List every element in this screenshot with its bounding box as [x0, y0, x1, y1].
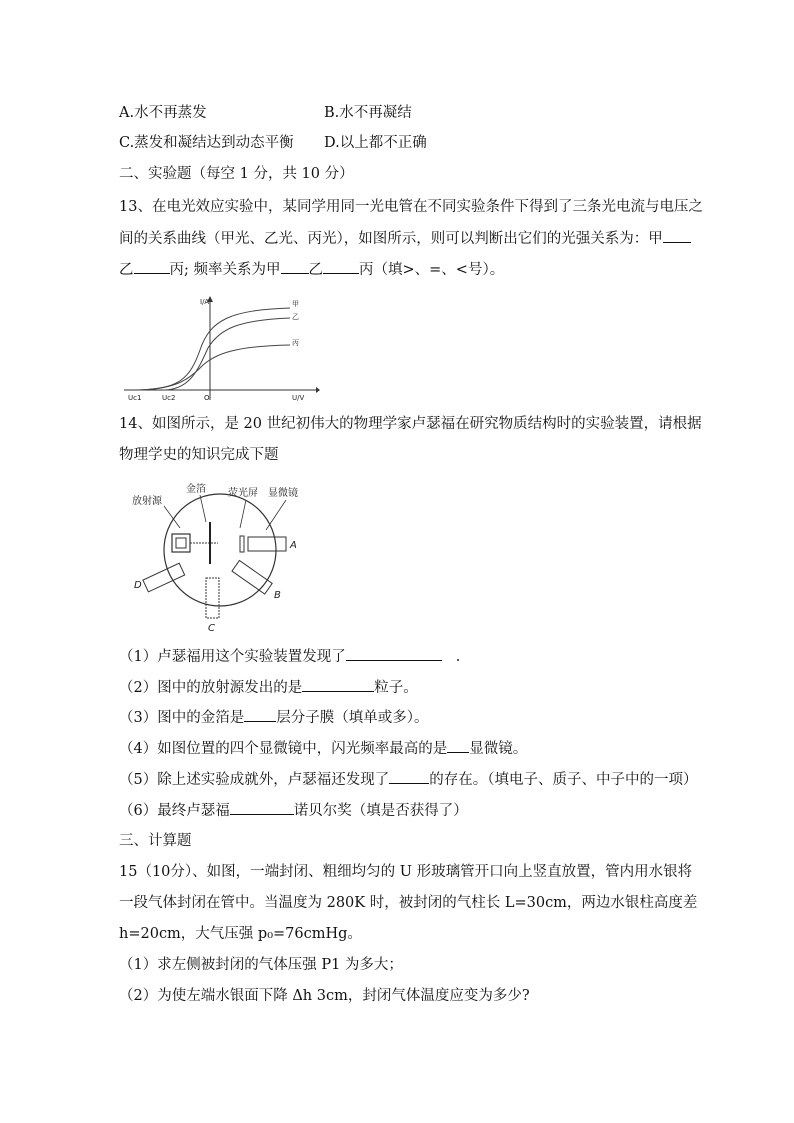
q14-part6-tail: 诺贝尔奖（填是否获得了） [293, 803, 468, 819]
q13-line3-c: 乙 [308, 262, 323, 278]
answer-blank[interactable] [389, 769, 429, 784]
q14-part5-text: （5）除上述实验成就外，卢瑟福还发现了 [119, 772, 390, 788]
iv-curve-graph [120, 290, 320, 402]
answer-blank[interactable] [281, 259, 309, 274]
q15-part2: （2）为使左端水银面下降 Δh 3cm，封闭气体温度应变为多少? [119, 988, 530, 1004]
q14-part2 [119, 677, 418, 698]
q14-part1-tail: . [455, 649, 461, 665]
screen-label: 荧光屏 [228, 488, 258, 499]
microscope-b-label: B [274, 590, 281, 601]
answer-blank[interactable] [663, 228, 691, 243]
q14-part1-text: （1）卢瑟福用这个实验装置发现了 [119, 649, 346, 665]
q14-part6-text: （6）最终卢瑟福 [119, 803, 230, 819]
q14-part5 [119, 769, 697, 790]
q14-part3 [119, 707, 428, 728]
q13-line2-text: 间的关系曲线（甲光、乙光、丙光），如图所示，则可以判断出它们的光强关系为：甲 [119, 231, 663, 247]
option-b: B.水不再凝结 [324, 105, 412, 121]
option-a: A.水不再蒸发 [119, 105, 207, 121]
q14-part2-tail: 粒子。 [374, 680, 418, 696]
q14-part2-text: （2）图中的放射源发出的是 [119, 680, 303, 696]
section3-title: 三、计算题 [119, 833, 192, 849]
answer-blank[interactable] [346, 646, 442, 661]
jia-label: 甲 [292, 300, 299, 308]
microscope-b [232, 560, 272, 594]
x-axis-label: U/V [292, 394, 305, 402]
q13-line3-b: 丙; 频率关系为甲 [169, 262, 281, 278]
q14-part5-tail: 的存在。（填电子、质子、中子中的一项） [429, 772, 698, 788]
microscope-label: 显微镜 [268, 488, 298, 499]
microscope-c-label: C [208, 623, 215, 634]
curve-bing [138, 345, 290, 390]
answer-blank[interactable] [230, 800, 294, 815]
answer-blank[interactable] [323, 259, 359, 274]
option-c: C.蒸发和凝结达到动态平衡 [119, 135, 294, 151]
q14-part1 [119, 646, 460, 667]
fluorescent-screen [240, 536, 244, 552]
q13-line3 [119, 259, 504, 280]
q14-part4-text: （4）如图位置的四个显微镜中，闪光频率最高的是 [119, 741, 448, 757]
bing-label: 丙 [292, 339, 299, 347]
q14-part3-text: （3）图中的金箔是 [119, 710, 245, 726]
q13-line1: 13、在电光效应实验中，某同学用同一光电管在不同实验条件下得到了三条光电流与电压之 [119, 199, 703, 215]
vacuum-chamber [164, 494, 276, 606]
microscope-d-label: D [134, 580, 142, 591]
answer-blank[interactable] [244, 707, 276, 722]
answer-blank[interactable] [302, 677, 374, 692]
q15-line2: 一段气体封闭在管中。当温度为 280K 时，被封闭的气柱长 L=30cm，两边水银柱高度差 [119, 895, 698, 911]
q14-part4-tail: 显微镜。 [469, 741, 528, 757]
q14-line1: 14、如图所示，是 20 世纪初伟大的物理学家卢瑟福在研究物质结构时的实验装置，请根据 [119, 416, 702, 432]
answer-blank[interactable] [134, 259, 170, 274]
q14-part4 [119, 738, 527, 759]
answer-blank[interactable] [447, 738, 469, 753]
foil-label: 金箔 [186, 484, 206, 495]
microscope-a-label: A [290, 540, 297, 551]
rutherford-apparatus-diagram [128, 478, 313, 636]
microscope-c [206, 578, 219, 618]
q14-line2: 物理学史的知识完成下题 [119, 447, 279, 463]
q14-part6 [119, 800, 468, 821]
uc2-label: Uc2 [162, 394, 176, 402]
q15-line1: 15（10分）、如图，一端封闭、粗细均匀的 U 形玻璃管开口向上竖直放置，管内用水银将 [119, 864, 693, 880]
option-d: D.以上都不正确 [324, 135, 427, 151]
origin-label: O [204, 394, 210, 402]
radiation-source [172, 534, 190, 552]
q15-line3: h=20cm，大气压强 p₀=76cmHg。 [119, 926, 362, 942]
curve-yi [165, 318, 290, 390]
q13-line3-d: 丙（填>、=、<号）。 [359, 262, 505, 278]
q13-line3-a: 乙 [119, 262, 134, 278]
curve-jia [138, 308, 290, 390]
q14-part3-tail: 层分子膜（填单或多）。 [276, 710, 429, 726]
yi-label: 乙 [292, 313, 299, 321]
microscope-a [248, 537, 286, 551]
y-axis-label: I/A [200, 298, 210, 306]
source-label: 放射源 [132, 496, 162, 507]
section2-title: 二、实验题（每空 1 分，共 10 分） [119, 166, 354, 182]
q15-part1: （1）求左侧被封闭的气体压强 P1 为多大； [119, 957, 403, 973]
uc1-label: Uc1 [128, 394, 142, 402]
q13-line2 [119, 228, 691, 249]
